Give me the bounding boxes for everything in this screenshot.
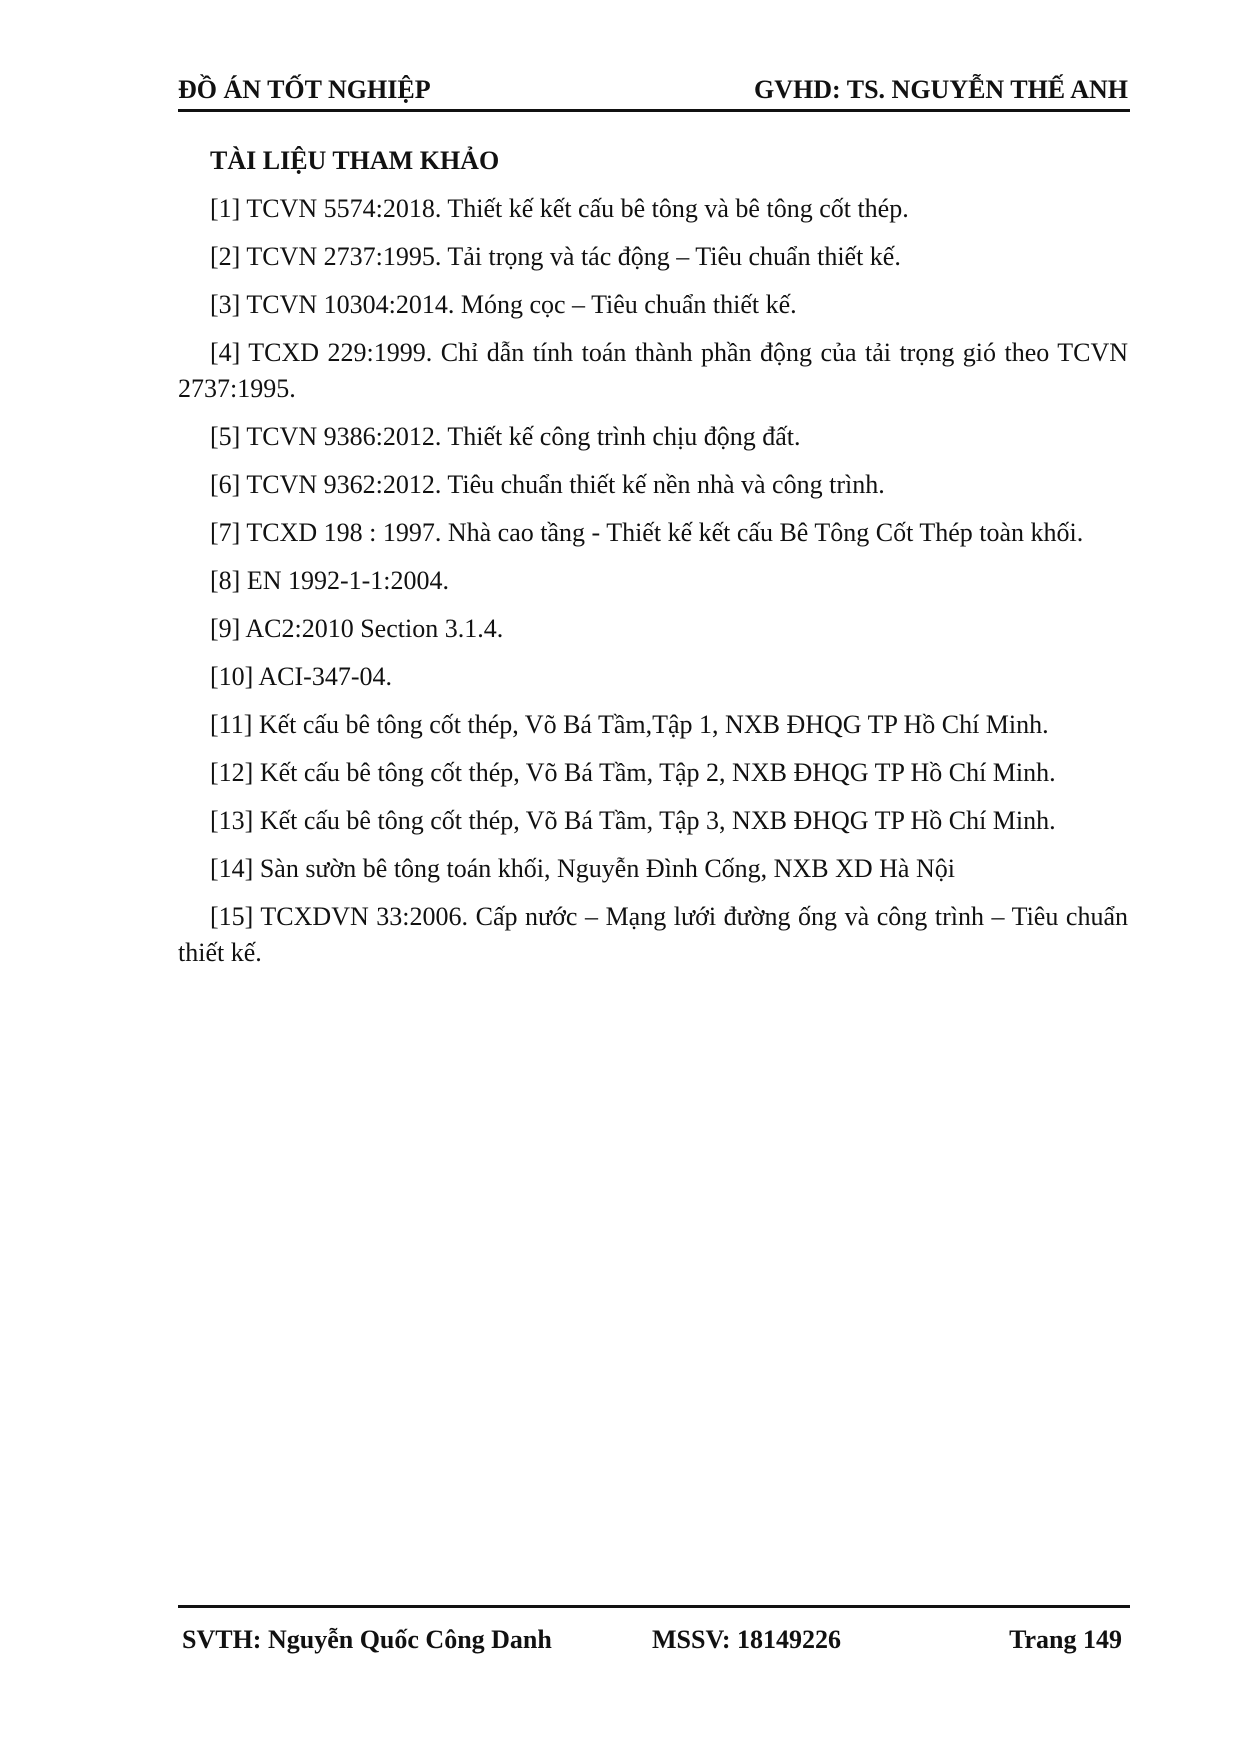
reference-item: [10] ACI-347-04. (210, 662, 392, 691)
reference-item: [3] TCVN 10304:2014. Móng cọc – Tiêu chuẩn thiết kế. (210, 290, 797, 319)
reference-list (178, 191, 1128, 971)
header-thesis-title: ĐỒ ÁN TỐT NGHIỆP (178, 75, 431, 104)
page-footer (182, 1622, 1122, 1658)
reference-item: [11] Kết cấu bê tông cốt thép, Võ Bá Tầm,Tập 1, NXB ĐHQG TP Hồ Chí Minh. (210, 710, 1049, 739)
section-title: TÀI LIỆU THAM KHẢO (210, 146, 500, 175)
reference-item: [9] AC2:2010 Section 3.1.4. (210, 614, 504, 643)
reference-item: [14] Sàn sườn bê tông toán khối, Nguyễn Đình Cống, NXB XD Hà Nội (210, 854, 955, 883)
reference-item: [8] EN 1992-1-1:2004. (210, 566, 450, 595)
document-body (178, 143, 1128, 983)
reference-item: [5] TCVN 9386:2012. Thiết kế công trình chịu động đất. (210, 422, 801, 451)
reference-item: [13] Kết cấu bê tông cốt thép, Võ Bá Tầm, Tập 3, NXB ĐHQG TP Hồ Chí Minh. (210, 806, 1056, 835)
reference-item: [15] TCXDVN 33:2006. Cấp nước – Mạng lưới đường ống và công trình – Tiêu chuẩn thiết kế. (178, 902, 1128, 967)
reference-item: [12] Kết cấu bê tông cốt thép, Võ Bá Tầm, Tập 2, NXB ĐHQG TP Hồ Chí Minh. (210, 758, 1056, 787)
footer-page-number: Trang 149 (1009, 1625, 1122, 1654)
reference-item: [2] TCVN 2737:1995. Tải trọng và tác động – Tiêu chuẩn thiết kế. (210, 242, 901, 271)
reference-item: [6] TCVN 9362:2012. Tiêu chuẩn thiết kế nền nhà và công trình. (210, 470, 885, 499)
footer-divider (178, 1605, 1130, 1608)
reference-item: [4] TCXD 229:1999. Chỉ dẫn tính toán thành phần động của tải trọng gió theo TCVN 2737:1995. (178, 338, 1128, 403)
reference-item: [1] TCVN 5574:2018. Thiết kế kết cấu bê tông và bê tông cốt thép. (210, 194, 909, 223)
page-header (178, 72, 1128, 108)
footer-student-name: SVTH: Nguyễn Quốc Công Danh (182, 1625, 552, 1654)
header-advisor: GVHD: TS. NGUYỄN THẾ ANH (754, 75, 1128, 104)
reference-item: [7] TCXD 198 : 1997. Nhà cao tầng - Thiết kế kết cấu Bê Tông Cốt Thép toàn khối. (210, 518, 1084, 547)
footer-student-id: MSSV: 18149226 (652, 1625, 842, 1654)
header-divider (178, 109, 1130, 112)
